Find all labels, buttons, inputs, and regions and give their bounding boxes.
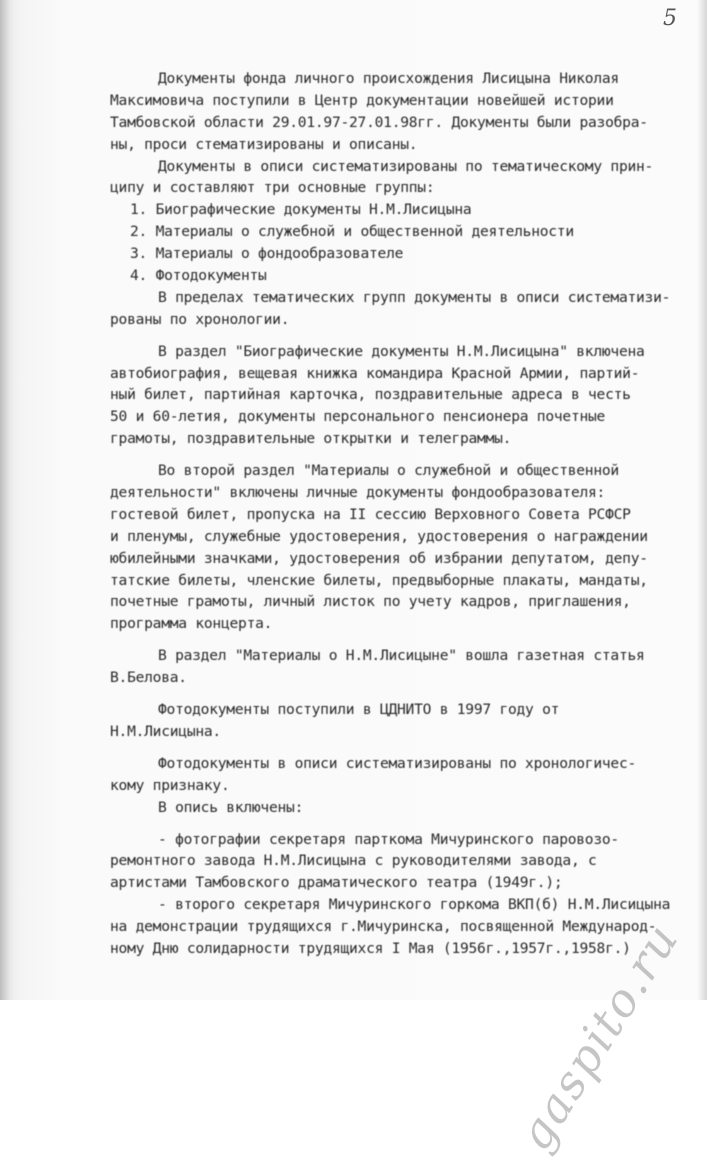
document-body bbox=[110, 68, 670, 960]
list-item: 1. Биографические документы Н.М.Лисицына bbox=[130, 201, 472, 219]
text-line: Документы в описи систематизированы по тематическому прин- bbox=[158, 157, 654, 175]
text-line: Фотодокументы поступили в ЦДНИТО в 1997 году от bbox=[158, 701, 560, 719]
text-line: автобиография, вещевая книжка командира Красной Армии, партий- bbox=[110, 364, 640, 382]
page-edge-shadow bbox=[697, 0, 707, 1000]
list-item: 4. Фотодокументы bbox=[130, 267, 267, 285]
text-line: - второго секретаря Мичуринского горкома ВКП(б) Н.М.Лисицына bbox=[158, 896, 671, 914]
text-line: В.Белова. bbox=[110, 669, 187, 687]
text-line: Н.М.Лисицына. bbox=[110, 722, 221, 740]
text-line: В опись включены: bbox=[158, 798, 304, 816]
text-line: грамоты, поздравительные открытки и телеграммы. bbox=[110, 430, 512, 448]
text-line: ципу и составляют три основные группы: bbox=[110, 179, 435, 197]
text-line: юбилейными значками, удостоверения об избрании депутатом, депу- bbox=[110, 549, 648, 567]
text-line: Во второй раздел "Материалы о служебной и общественной bbox=[158, 462, 619, 480]
page-number: 5 bbox=[663, 6, 677, 31]
list-item: 2. Материалы о служебной и общественной деятельности bbox=[130, 223, 574, 241]
text-line: ный билет, партийная карточка, поздравительные адреса в честь bbox=[110, 386, 631, 404]
text-line: деятельности" включены личные документы фондообразователя: bbox=[110, 484, 606, 502]
watermark: gaspito.ru bbox=[507, 913, 689, 1159]
text-line: ны, проси стематизированы и описаны. bbox=[110, 135, 418, 153]
text-line: рованы по хронологии. bbox=[110, 310, 290, 328]
text-line: почетные грамоты, личный листок по учету кадров, приглашения, bbox=[110, 593, 631, 611]
text-line: ному Дню солидарности трудящихся I Мая (1956г.,1957г.,1958г.) bbox=[110, 939, 631, 957]
text-line: кому признаку. bbox=[110, 776, 230, 794]
text-line: Фотодокументы в описи систематизированы по хронологичес- bbox=[158, 754, 637, 772]
text-line: Тамбовской области 29.01.97-27.01.98гг. Документы были разобра- bbox=[110, 113, 648, 131]
text-line: - фотографии секретаря парткома Мичуринского паровозо- bbox=[158, 830, 619, 848]
text-line: татские билеты, членские билеты, предвыборные плакаты, мандаты, bbox=[110, 571, 648, 589]
text-line: Документы фонда личного происхождения Лисицына Николая bbox=[158, 70, 619, 87]
text-line: программа концерта. bbox=[110, 615, 273, 633]
text-line: ремонтного завода Н.М.Лисицына с руководителями завода, с bbox=[110, 852, 597, 870]
text-line: на демонстрации трудящихся г.Мичуринска, посвященной Международ- bbox=[110, 918, 657, 936]
text-line: Максимовича поступили в Центр документации новейшей истории bbox=[110, 91, 614, 109]
page-binding-shadow bbox=[0, 0, 14, 1000]
text-line: В раздел "Биографические документы Н.М.Лисицына" включена bbox=[158, 342, 645, 360]
text-line: артистами Тамбовского драматического театра (1949г.); bbox=[110, 874, 563, 892]
list-item: 3. Материалы о фондообразователе bbox=[130, 245, 404, 263]
text-line: В раздел "Материалы о Н.М.Лисицыне" вошла газетная статья bbox=[158, 647, 645, 665]
text-line: и пленумы, служебные удостоверения, удостоверения о награждении bbox=[110, 527, 648, 545]
text-line: гостевой билет, пропуска на II сессию Верховного Совета РСФСР bbox=[110, 505, 631, 523]
text-line: В пределах тематических групп документы в описи систематизи- bbox=[158, 288, 671, 306]
text-line: 50 и 60-летия, документы персонального пенсионера почетные bbox=[110, 408, 606, 426]
